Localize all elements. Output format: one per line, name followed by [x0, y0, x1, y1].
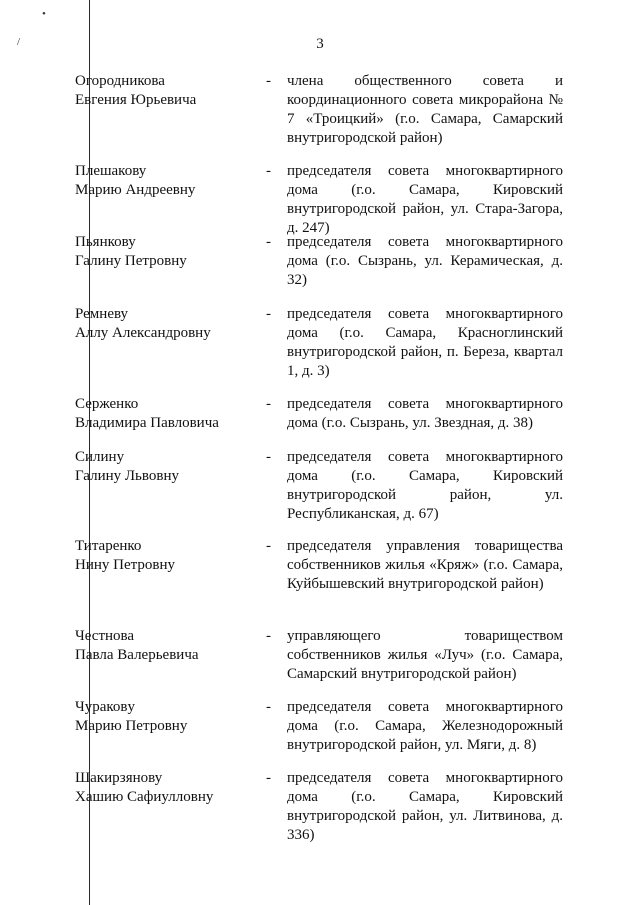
dash: -: [266, 449, 271, 465]
surname: Серженко: [75, 396, 139, 412]
surname: Плешакову: [75, 163, 147, 179]
person-name: [75, 627, 260, 665]
surname: Ремневу: [75, 306, 129, 322]
given-name: Павла Валерьевича: [75, 647, 199, 663]
person-name: [75, 698, 260, 736]
dash: -: [266, 306, 271, 322]
person-name: [75, 448, 260, 486]
description: председателя управления товарищества собственников жилья «Кряж» (г.о. Самара, Куйбышевский внутригородской район): [287, 538, 563, 592]
given-name: Марию Андреевну: [75, 182, 196, 198]
dash: -: [266, 770, 271, 786]
surname: Силину: [75, 449, 125, 465]
person-name: [75, 395, 260, 433]
person-name: [75, 769, 260, 807]
given-name: Галину Петровну: [75, 253, 187, 269]
given-name: Хашию Сафиулловну: [75, 789, 214, 805]
description: члена общественного совета и координационного совета микрорайона № 7 «Троицкий» (г.о. Самара, Самарский внутригородской район): [287, 73, 563, 146]
given-name: Аллу Александровну: [75, 325, 211, 341]
scan-mark: •: [42, 8, 46, 20]
person-name: [75, 72, 260, 110]
scan-mark: /: [17, 36, 21, 48]
dash: -: [266, 396, 271, 412]
dash: -: [266, 628, 271, 644]
given-name: Галину Львовну: [75, 468, 179, 484]
description: председателя совета многоквартирного дома (г.о. Сызрань, ул. Керамическая, д. 32): [287, 234, 563, 288]
given-name: Нину Петровну: [75, 557, 175, 573]
dash: -: [266, 538, 271, 554]
surname: Честнова: [75, 628, 135, 644]
description: председателя совета многоквартирного дома (г.о. Сызрань, ул. Звездная, д. 38): [287, 396, 563, 431]
description: председателя совета многоквартирного дома (г.о. Самара, Красноглинский внутригородской район, п. Береза, квартал 1, д. 3): [287, 306, 563, 379]
given-name: Марию Петровну: [75, 718, 188, 734]
given-name: Владимира Павловича: [75, 415, 219, 431]
dash: -: [266, 234, 271, 250]
surname: Шакирзянову: [75, 770, 163, 786]
description: председателя совета многоквартирного дома (г.о. Самара, Кировский внутригородской район, ул. Стара-Загора, д. 247): [287, 163, 563, 236]
surname: Титаренко: [75, 538, 142, 554]
page-number: 3: [316, 36, 324, 52]
person-name: [75, 537, 260, 575]
dash: -: [266, 73, 271, 89]
description: председателя совета многоквартирного дома (г.о. Самара, Железнодорожный внутригородской район, ул. Мяги, д. 8): [287, 699, 563, 753]
person-name: [75, 162, 260, 200]
person-name: [75, 233, 260, 271]
surname: Огородникова: [75, 73, 165, 89]
dash: -: [266, 699, 271, 715]
description: председателя совета многоквартирного дома (г.о. Самара, Кировский внутригородской район, ул. Литвинова, д. 336): [287, 770, 563, 843]
surname: Пьянкову: [75, 234, 136, 250]
description: управляющего товариществом собственников жилья «Луч» (г.о. Самара, Самарский внутригородской район): [287, 628, 563, 682]
given-name: Евгения Юрьевича: [75, 92, 197, 108]
person-name: [75, 305, 260, 343]
surname: Чураковy: [75, 699, 136, 715]
description: председателя совета многоквартирного дома (г.о. Самара, Кировский внутригородской район, ул. Республиканская, д. 67): [287, 449, 563, 522]
dash: -: [266, 163, 271, 179]
